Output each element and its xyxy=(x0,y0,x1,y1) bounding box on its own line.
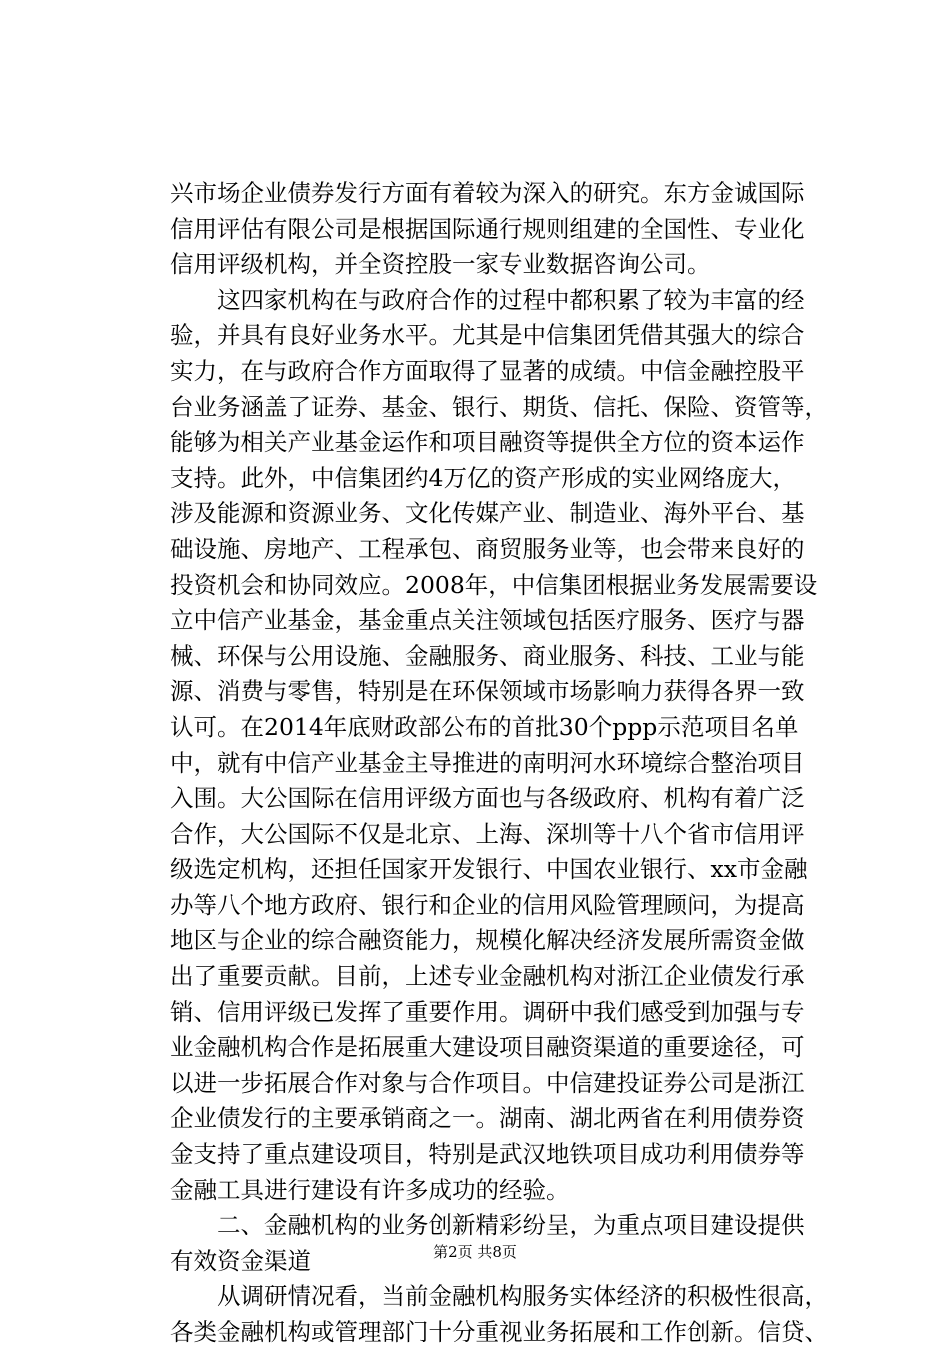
section-heading-line: 二、金融机构的业务创新精彩纷呈，为重点项目建设提供 xyxy=(170,1211,805,1240)
text-line: 兴市场企业债券发行方面有着较为深入的研究。东方金诚国际 xyxy=(170,179,805,207)
text-line: 业金融机构合作是拓展重大建设项目融资渠道的重要途径，可 xyxy=(170,1033,805,1062)
text-line: 投资机会和协同效应。2008年，中信集团根据业务发展需要设 xyxy=(170,570,818,599)
text-line: 合作，大公国际不仅是北京、上海、深圳等十八个省市信用评 xyxy=(170,819,805,848)
text-line: 械、环保与公用设施、金融服务、商业服务、科技、工业与能 xyxy=(170,641,805,670)
text-line: 源、消费与零售，特别是在环保领域市场影响力获得各界一致 xyxy=(170,677,805,706)
text-line: 验，并具有良好业务水平。尤其是中信集团凭借其强大的综合 xyxy=(170,321,805,350)
text-line: 办等八个地方政府、银行和企业的信用风险管理顾问，为提高 xyxy=(170,890,805,919)
text-line: 金支持了重点建设项目，特别是武汉地铁项目成功利用债券等 xyxy=(170,1140,805,1169)
text-line: 台业务涵盖了证券、基金、银行、期货、信托、保险、资管等， xyxy=(170,392,828,421)
section-heading-line: 有效资金渠道 xyxy=(170,1246,311,1275)
text-line: 信用评级机构，并全资控股一家专业数据咨询公司。 xyxy=(170,250,711,279)
text-line: 销、信用评级已发挥了重要作用。调研中我们感受到加强与专 xyxy=(170,997,805,1026)
text-line: 涉及能源和资源业务、文化传媒产业、制造业、海外平台、基 xyxy=(170,499,805,528)
text-line: 立中信产业基金，基金重点关注领域包括医疗服务、医疗与器 xyxy=(170,606,805,635)
text-line: 从调研情况看，当前金融机构服务实体经济的积极性很高， xyxy=(170,1282,828,1311)
text-line: 中，就有中信产业基金主导推进的南明河水环境综合整治项目 xyxy=(170,748,805,777)
text-line: 出了重要贡献。目前，上述专业金融机构对浙江企业债发行承 xyxy=(170,962,805,991)
text-line: 能够为相关产业基金运作和项目融资等提供全方位的资本运作 xyxy=(170,428,805,457)
text-line: 金融工具进行建设有许多成功的经验。 xyxy=(170,1175,570,1204)
text-line: 地区与企业的综合融资能力，规模化解决经济发展所需资金做 xyxy=(170,926,805,955)
text-line: 入围。大公国际在信用评级方面也与各级政府、机构有着广泛 xyxy=(170,784,805,813)
text-line: 以进一步拓展合作对象与合作项目。中信建投证券公司是浙江 xyxy=(170,1068,805,1097)
text-line: 企业债发行的主要承销商之一。湖南、湖北两省在利用债券资 xyxy=(170,1104,805,1133)
text-line: 这四家机构在与政府合作的过程中都积累了较为丰富的经 xyxy=(170,285,805,314)
text-line: 认可。在2014年底财政部公布的首批30个ppp示范项目名单 xyxy=(170,712,799,741)
text-line: 础设施、房地产、工程承包、商贸服务业等，也会带来良好的 xyxy=(170,534,805,563)
page-number-footer: 第2页 共8页 xyxy=(433,1243,517,1261)
body-text xyxy=(170,176,860,1351)
text-line: 各类金融机构或管理部门十分重视业务拓展和工作创新。信贷、 xyxy=(170,1318,828,1346)
text-line: 信用评估有限公司是根据国际通行规则组建的全国性、专业化 xyxy=(170,214,805,243)
text-line: 支持。此外，中信集团约4万亿的资产形成的实业网络庞大， xyxy=(170,463,796,492)
text-line: 级选定机构，还担任国家开发银行、中国农业银行、xx市金融 xyxy=(170,855,808,884)
text-line: 实力，在与政府合作方面取得了显著的成绩。中信金融控股平 xyxy=(170,356,805,385)
